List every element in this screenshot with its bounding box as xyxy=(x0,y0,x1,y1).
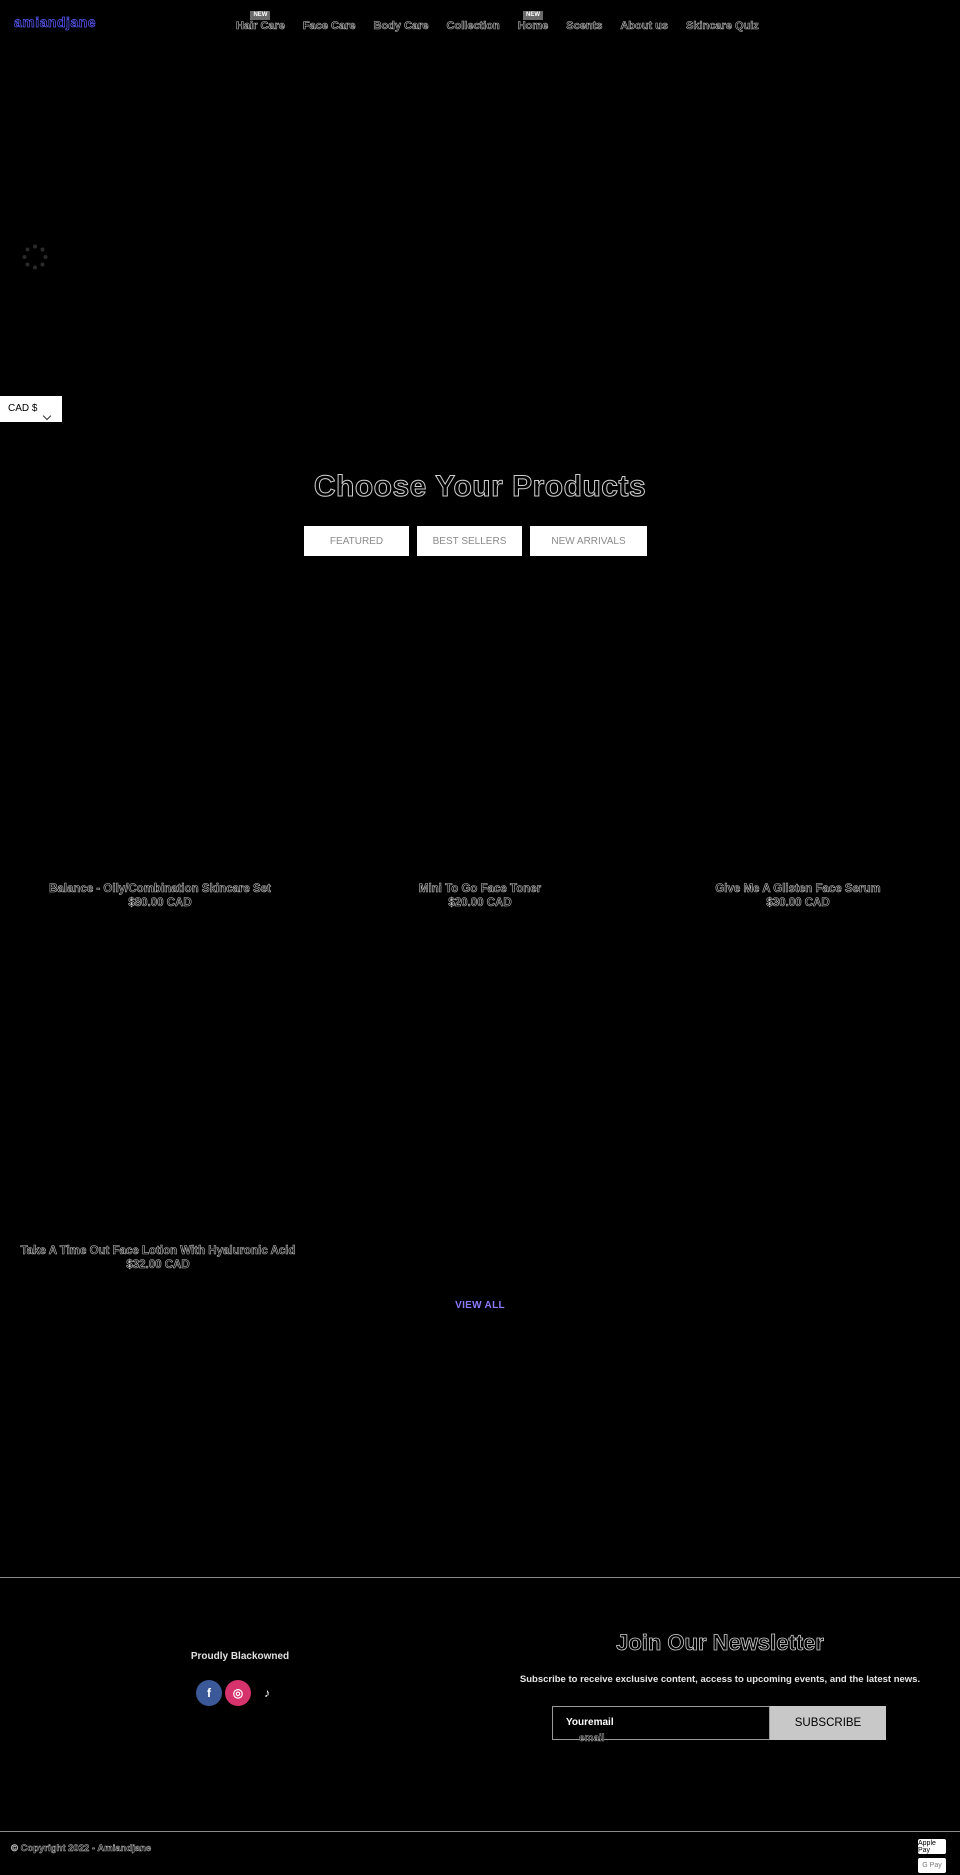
product-card[interactable] xyxy=(10,883,310,909)
product-card[interactable] xyxy=(648,883,948,909)
product-card[interactable] xyxy=(8,1245,308,1271)
newsletter-description: Subscribe to receive exclusive content, access to upcoming events, and the latest news. xyxy=(519,1674,921,1685)
nav-item-scents[interactable] xyxy=(566,20,602,32)
main-nav xyxy=(236,12,777,32)
nav-item-label: Home xyxy=(517,20,549,32)
nav-item-label: Collection xyxy=(446,20,500,32)
email-field-placeholder: email xyxy=(579,1733,605,1744)
nav-item-label: Hair Care xyxy=(236,20,285,32)
nav-item-body-care[interactable] xyxy=(374,20,429,32)
nav-item-home[interactable] xyxy=(517,12,549,32)
nav-item-label: Face Care xyxy=(302,20,356,32)
apple-pay-icon: Apple Pay xyxy=(918,1839,946,1854)
nav-item-label: Skincare Quiz xyxy=(686,20,759,32)
nav-item-label: Body Care xyxy=(373,20,429,32)
chevron-down-icon xyxy=(43,412,51,420)
tab-best-sellers[interactable]: BEST SELLERS xyxy=(417,526,522,556)
view-all-link[interactable]: VIEW ALL xyxy=(455,1300,505,1311)
copyright-text: © Copyright 2022 - Amiandjane xyxy=(11,1843,152,1854)
subscribe-button[interactable]: SUBSCRIBE xyxy=(770,1706,886,1740)
blackowned-label: Proudly Blackowned xyxy=(190,1651,290,1662)
instagram-icon[interactable]: ◎ xyxy=(225,1680,251,1706)
tiktok-icon[interactable]: ♪ xyxy=(264,1686,270,1700)
facebook-icon[interactable]: f xyxy=(196,1680,222,1706)
currency-value: CAD $ xyxy=(8,403,38,414)
tab-featured[interactable]: FEATURED xyxy=(304,526,409,556)
section-title: Choose Your Products xyxy=(313,470,647,503)
nav-item-about-us[interactable] xyxy=(620,20,668,32)
product-name[interactable]: Take A Time Out Face Lotion With Hyaluronic Acid xyxy=(20,1245,296,1257)
product-name[interactable]: Balance - Oily/Combination Skincare Set xyxy=(49,883,271,895)
product-price: $20.00 CAD xyxy=(448,897,512,909)
product-price: $32.00 CAD xyxy=(126,1259,190,1271)
nav-item-skincare-quiz[interactable] xyxy=(686,20,759,32)
product-name[interactable]: Give Me A Glisten Face Serum xyxy=(715,883,881,895)
nav-item-collection[interactable] xyxy=(447,20,500,32)
product-tabs xyxy=(304,526,647,556)
newsletter-title: Join Our Newsletter xyxy=(616,1630,824,1655)
google-pay-icon: G Pay xyxy=(918,1858,946,1873)
loading-spinner-icon xyxy=(22,244,48,270)
nav-item-hair-care[interactable] xyxy=(236,12,285,32)
tab-new-arrivals[interactable]: NEW ARRIVALS xyxy=(530,526,647,556)
product-card[interactable] xyxy=(330,883,630,909)
product-name[interactable]: Mini To Go Face Toner xyxy=(418,883,542,895)
email-field[interactable] xyxy=(552,1706,770,1744)
currency-selector[interactable] xyxy=(0,396,62,422)
nav-item-label: Scents xyxy=(566,20,603,32)
new-badge: NEW xyxy=(250,11,270,20)
footer-bottom-divider xyxy=(0,1831,960,1832)
product-price: $80.00 CAD xyxy=(128,897,192,909)
social-links xyxy=(196,1680,280,1706)
nav-item-label: About us xyxy=(620,20,669,32)
new-badge: NEW xyxy=(523,11,543,20)
site-logo[interactable]: amiandjane xyxy=(14,14,97,30)
nav-item-face-care[interactable] xyxy=(303,20,356,32)
footer-divider xyxy=(0,1577,960,1578)
product-price: $30.00 CAD xyxy=(766,897,830,909)
email-field-label: Youremail xyxy=(566,1717,614,1728)
